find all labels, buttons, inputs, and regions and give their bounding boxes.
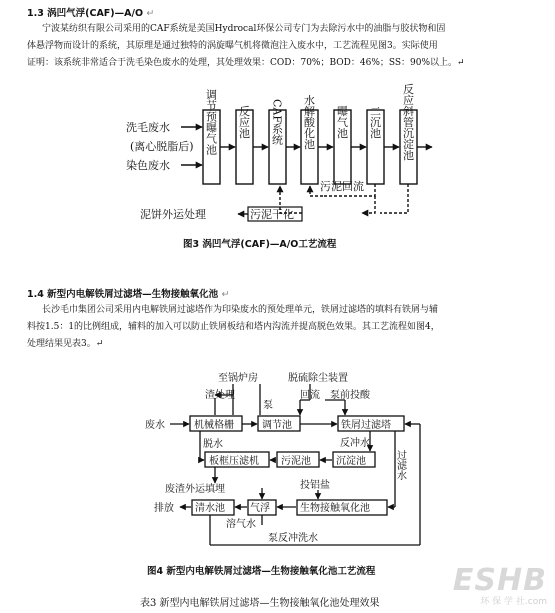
box-clear-water-tank: 清水池 <box>195 503 225 514</box>
input-note: (离心脱脂后) <box>130 140 194 153</box>
label-wastewater: 废水 <box>145 420 165 431</box>
site-watermark <box>453 563 547 607</box>
label-alum-dosing: 投铝盐 <box>300 480 330 491</box>
figure-4-caption: 图4 新型内电解铁屑过滤塔—生物接触氧化池工艺流程 <box>147 566 376 577</box>
section-heading-1-4: 1.4 新型内电解铁屑过滤塔—生物接触氧化池 ↵ <box>27 289 230 300</box>
label-filtered-water: 过滤水 <box>394 450 406 480</box>
label-slag-treatment: 渣处理 <box>205 390 235 401</box>
box-caf: CAF系统 <box>270 99 284 145</box>
box-tube-settler: 反应斜管沉淀池 <box>401 83 415 161</box>
paragraph-line: 证明：该系统非常适合于洗毛染色废水的处理，其处理效果：COD：70%；BOD：46%；SS：90%以上。↵ <box>27 58 465 68</box>
box-plate-filter-press: 板框压滤机 <box>209 456 259 467</box>
label-backflow: 回流 <box>300 390 320 401</box>
label-desulfurization: 脱硫除尘装置 <box>288 373 348 384</box>
box-reaction: 反应池 <box>237 105 251 139</box>
label-acid-dosing: 泵前投酸 <box>330 390 370 401</box>
label-dewater: 脱水 <box>203 439 223 450</box>
label-pump: 泵 <box>263 400 273 411</box>
label-backwash-water: 反冲水 <box>340 438 370 449</box>
box-mechanical-grille: 机械格栅 <box>194 420 234 431</box>
label-cake-disposal: 泥饼外运处理 <box>140 208 206 221</box>
box-iron-filter-tower: 铁屑过滤塔 <box>341 420 391 431</box>
box-hydrolysis: 水解酸化池 <box>302 94 316 150</box>
paragraph-line: 料按1.5：1的比例组成，辅料的加入可以防止铁屑板结和塔内沟流并提高脱色效果。其工艺流程如图4， <box>27 322 440 332</box>
watermark-subtitle: 环 保 学 社.com <box>480 597 547 607</box>
paragraph-line: 体悬浮物而设计的系统，其原理是通过独特的涡旋曝气机将微泡注入废水中，工艺流程见图3。实际使用 <box>27 41 438 51</box>
box-regulating-tank: 调节池 <box>262 420 292 431</box>
label-pump-backwash: 泵反冲洗水 <box>268 533 318 544</box>
box-bio-contact-oxidation: 生物接触氧化池 <box>300 503 370 514</box>
watermark-logo: ESHB <box>452 563 547 598</box>
label-sludge-return: 污泥回流 <box>320 180 364 193</box>
box-sludge-tank: 污泥池 <box>281 456 311 467</box>
label-discharge: 排放 <box>154 503 174 514</box>
box-sludge-drying: 污泥干化 <box>250 208 294 221</box>
box-equalization: 调节预曝气池 <box>204 89 218 155</box>
paragraph-line: 长沙毛巾集团公司采用内电解铁屑过滤塔作为印染废水的预处理单元，铁屑过滤塔的填料有铁屑与辅 <box>42 305 439 315</box>
box-sedimentation-tank: 沉淀池 <box>336 456 366 467</box>
box-air-flotation: 气浮 <box>250 503 270 514</box>
label-dissolved-air-water: 溶气水 <box>226 519 256 530</box>
figure-3-caption: 图3 涡凹气浮(CAF)—A/O工艺流程 <box>183 239 337 250</box>
label-to-boiler: 至锅炉房 <box>218 373 258 384</box>
box-secondary-clarifier: 二沉池 <box>368 105 382 139</box>
paragraph-line: 处理结果见表3。↵ <box>27 339 104 349</box>
table-3-caption: 表3 新型内电解铁屑过滤塔—生物接触氧化池处理效果 <box>140 598 380 609</box>
section-heading-1-3: 1.3 涡凹气浮(CAF)—A/O ↵ <box>27 8 155 19</box>
box-aeration: 曝气池 <box>335 105 349 139</box>
label-residue-landfill: 废渣外运填埋 <box>165 484 225 495</box>
paragraph-line: 宁波某纺织有限公司采用的CAF系统是美国Hydrocal环保公司专门为去除污水中的油脂与胶状物和固 <box>42 24 446 34</box>
input-dye-wastewater: 染色废水 <box>126 159 170 172</box>
input-wool-wastewater: 洗毛废水 <box>126 121 170 134</box>
